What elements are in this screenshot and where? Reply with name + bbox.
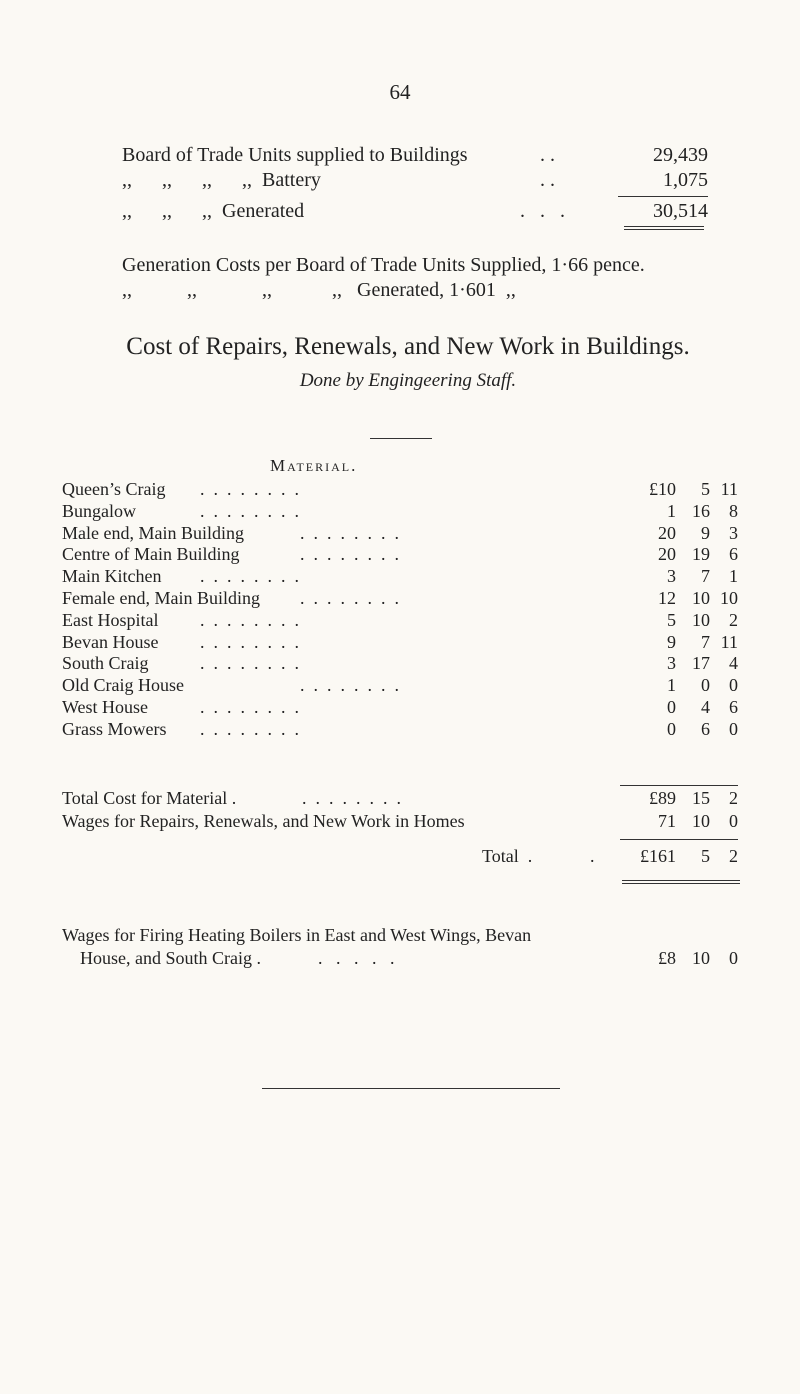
item-pounds: 12 (658, 588, 676, 608)
item-name: Bungalow (62, 501, 136, 521)
item-pounds: 5 (667, 610, 676, 630)
item-leader-dots: . . . . . . . . (300, 675, 399, 695)
units-row-value: 29,439 (653, 144, 708, 166)
item-shillings: 7 (701, 632, 710, 652)
item-name: Centre of Main Building (62, 544, 240, 564)
units-row-dots: . . . (520, 200, 565, 222)
item-name: Male end, Main Building (62, 523, 244, 543)
item-pence: 11 (720, 632, 738, 652)
item-name: South Craig (62, 653, 149, 673)
item-shillings: 4 (701, 697, 710, 717)
total-material-pence: 2 (729, 788, 738, 808)
item-pounds: 9 (667, 632, 676, 652)
total-material-shillings: 15 (692, 788, 710, 808)
item-pence: 6 (729, 697, 738, 717)
item-shillings: 9 (701, 523, 710, 543)
material-label: Material. (270, 456, 358, 475)
item-leader-dots: . . . . . . . . (300, 523, 399, 543)
item-name: Grass Mowers (62, 719, 167, 739)
grand-total-label: Total . (482, 846, 533, 866)
wages-shillings: 10 (692, 811, 710, 831)
item-shillings: 5 (701, 479, 710, 499)
item-name: Female end, Main Building (62, 588, 260, 608)
item-leader-dots: . . . . . . . . (200, 479, 299, 499)
units-rule (618, 196, 708, 197)
grand-total-pence: 2 (729, 846, 738, 866)
section-subheading: Done by Engingeering Staff. (299, 370, 517, 391)
heading-rule (370, 438, 432, 439)
item-pence: 0 (729, 675, 738, 695)
generation-cost-generated: ,, ,, ,, ,, Generated, 1·601 ,, (122, 279, 516, 301)
grand-total-pounds: £161 (640, 846, 676, 866)
item-shillings: 16 (692, 501, 710, 521)
generation-cost-supplied: Generation Costs per Board of Trade Units Supplied, 1·66 pence. (122, 254, 645, 276)
item-shillings: 19 (692, 544, 710, 564)
item-name: East Hospital (62, 610, 159, 630)
firing-wages-pounds: £8 (658, 948, 676, 968)
units-row-value: 1,075 (663, 169, 708, 191)
grand-total-double-rule (622, 880, 740, 884)
item-pounds: 1 (667, 675, 676, 695)
item-leader-dots: . . . . . . . . (200, 632, 299, 652)
item-pounds: 1 (667, 501, 676, 521)
item-name: Main Kitchen (62, 566, 162, 586)
item-pence: 6 (729, 544, 738, 564)
units-row-dots: . . (540, 144, 555, 166)
item-pence: 10 (720, 588, 738, 608)
bottom-rule (262, 1088, 560, 1089)
item-leader-dots: . . . . . . . . (200, 610, 299, 630)
item-leader-dots: . . . . . . . . (200, 653, 299, 673)
item-leader-dots: . . . . . . . . (200, 566, 299, 586)
grand-total-rule (620, 839, 738, 840)
total-material-pounds: £89 (649, 788, 676, 808)
wages-label: Wages for Repairs, Renewals, and New Work in Homes (62, 811, 465, 831)
section-heading: Cost of Repairs, Renewals, and New Work in Buildings. (126, 333, 690, 360)
item-shillings: 0 (701, 675, 710, 695)
item-shillings: 10 (692, 588, 710, 608)
item-shillings: 17 (692, 653, 710, 673)
item-shillings: 10 (692, 610, 710, 630)
firing-wages-pence: 0 (729, 948, 738, 968)
item-leader-dots: . . . . . . . . (200, 501, 299, 521)
item-pence: 1 (729, 566, 738, 586)
item-pence: 4 (729, 653, 738, 673)
units-row-label: ,, ,, ,, ,, Battery (122, 169, 321, 191)
totals-rule (620, 785, 738, 786)
item-leader-dots: . . . . . . . . (300, 544, 399, 564)
item-shillings: 6 (701, 719, 710, 739)
item-pounds: £10 (649, 479, 676, 499)
item-shillings: 7 (701, 566, 710, 586)
total-material-dots: . . . . . . . . (302, 788, 401, 808)
wages-pounds: 71 (658, 811, 676, 831)
units-row-label: ,, ,, ,, Generated (122, 200, 305, 222)
item-leader-dots: . . . . . . . . (200, 719, 299, 739)
item-leader-dots: . . . . . . . . (300, 588, 399, 608)
total-material-label: Total Cost for Material . (62, 788, 237, 808)
item-pounds: 3 (667, 653, 676, 673)
grand-total-dot: . (590, 846, 595, 866)
item-pounds: 20 (658, 544, 676, 564)
item-pounds: 20 (658, 523, 676, 543)
item-pounds: 3 (667, 566, 676, 586)
units-row-value: 30,514 (653, 200, 708, 222)
units-double-rule (624, 226, 704, 230)
item-pence: 8 (729, 501, 738, 521)
item-name: Queen’s Craig (62, 479, 166, 499)
item-pence: 3 (729, 523, 738, 543)
page-number: 64 (389, 80, 411, 104)
wages-pence: 0 (729, 811, 738, 831)
firing-wages-line2: House, and South Craig . (80, 948, 261, 968)
item-name: Old Craig House (62, 675, 184, 695)
firing-wages-dots: . . . . . (318, 948, 395, 968)
item-pence: 11 (720, 479, 738, 499)
item-pence: 2 (729, 610, 738, 630)
item-pounds: 0 (667, 697, 676, 717)
item-pence: 0 (729, 719, 738, 739)
item-leader-dots: . . . . . . . . (200, 697, 299, 717)
units-row-label: Board of Trade Units supplied to Buildings (122, 144, 468, 166)
grand-total-shillings: 5 (701, 846, 710, 866)
item-name: West House (62, 697, 149, 717)
item-name: Bevan House (62, 632, 159, 652)
units-row-dots: . . (540, 169, 555, 191)
item-pounds: 0 (667, 719, 676, 739)
firing-wages-shillings: 10 (692, 948, 710, 968)
firing-wages-line1: Wages for Firing Heating Boilers in East and West Wings, Bevan (62, 925, 532, 945)
